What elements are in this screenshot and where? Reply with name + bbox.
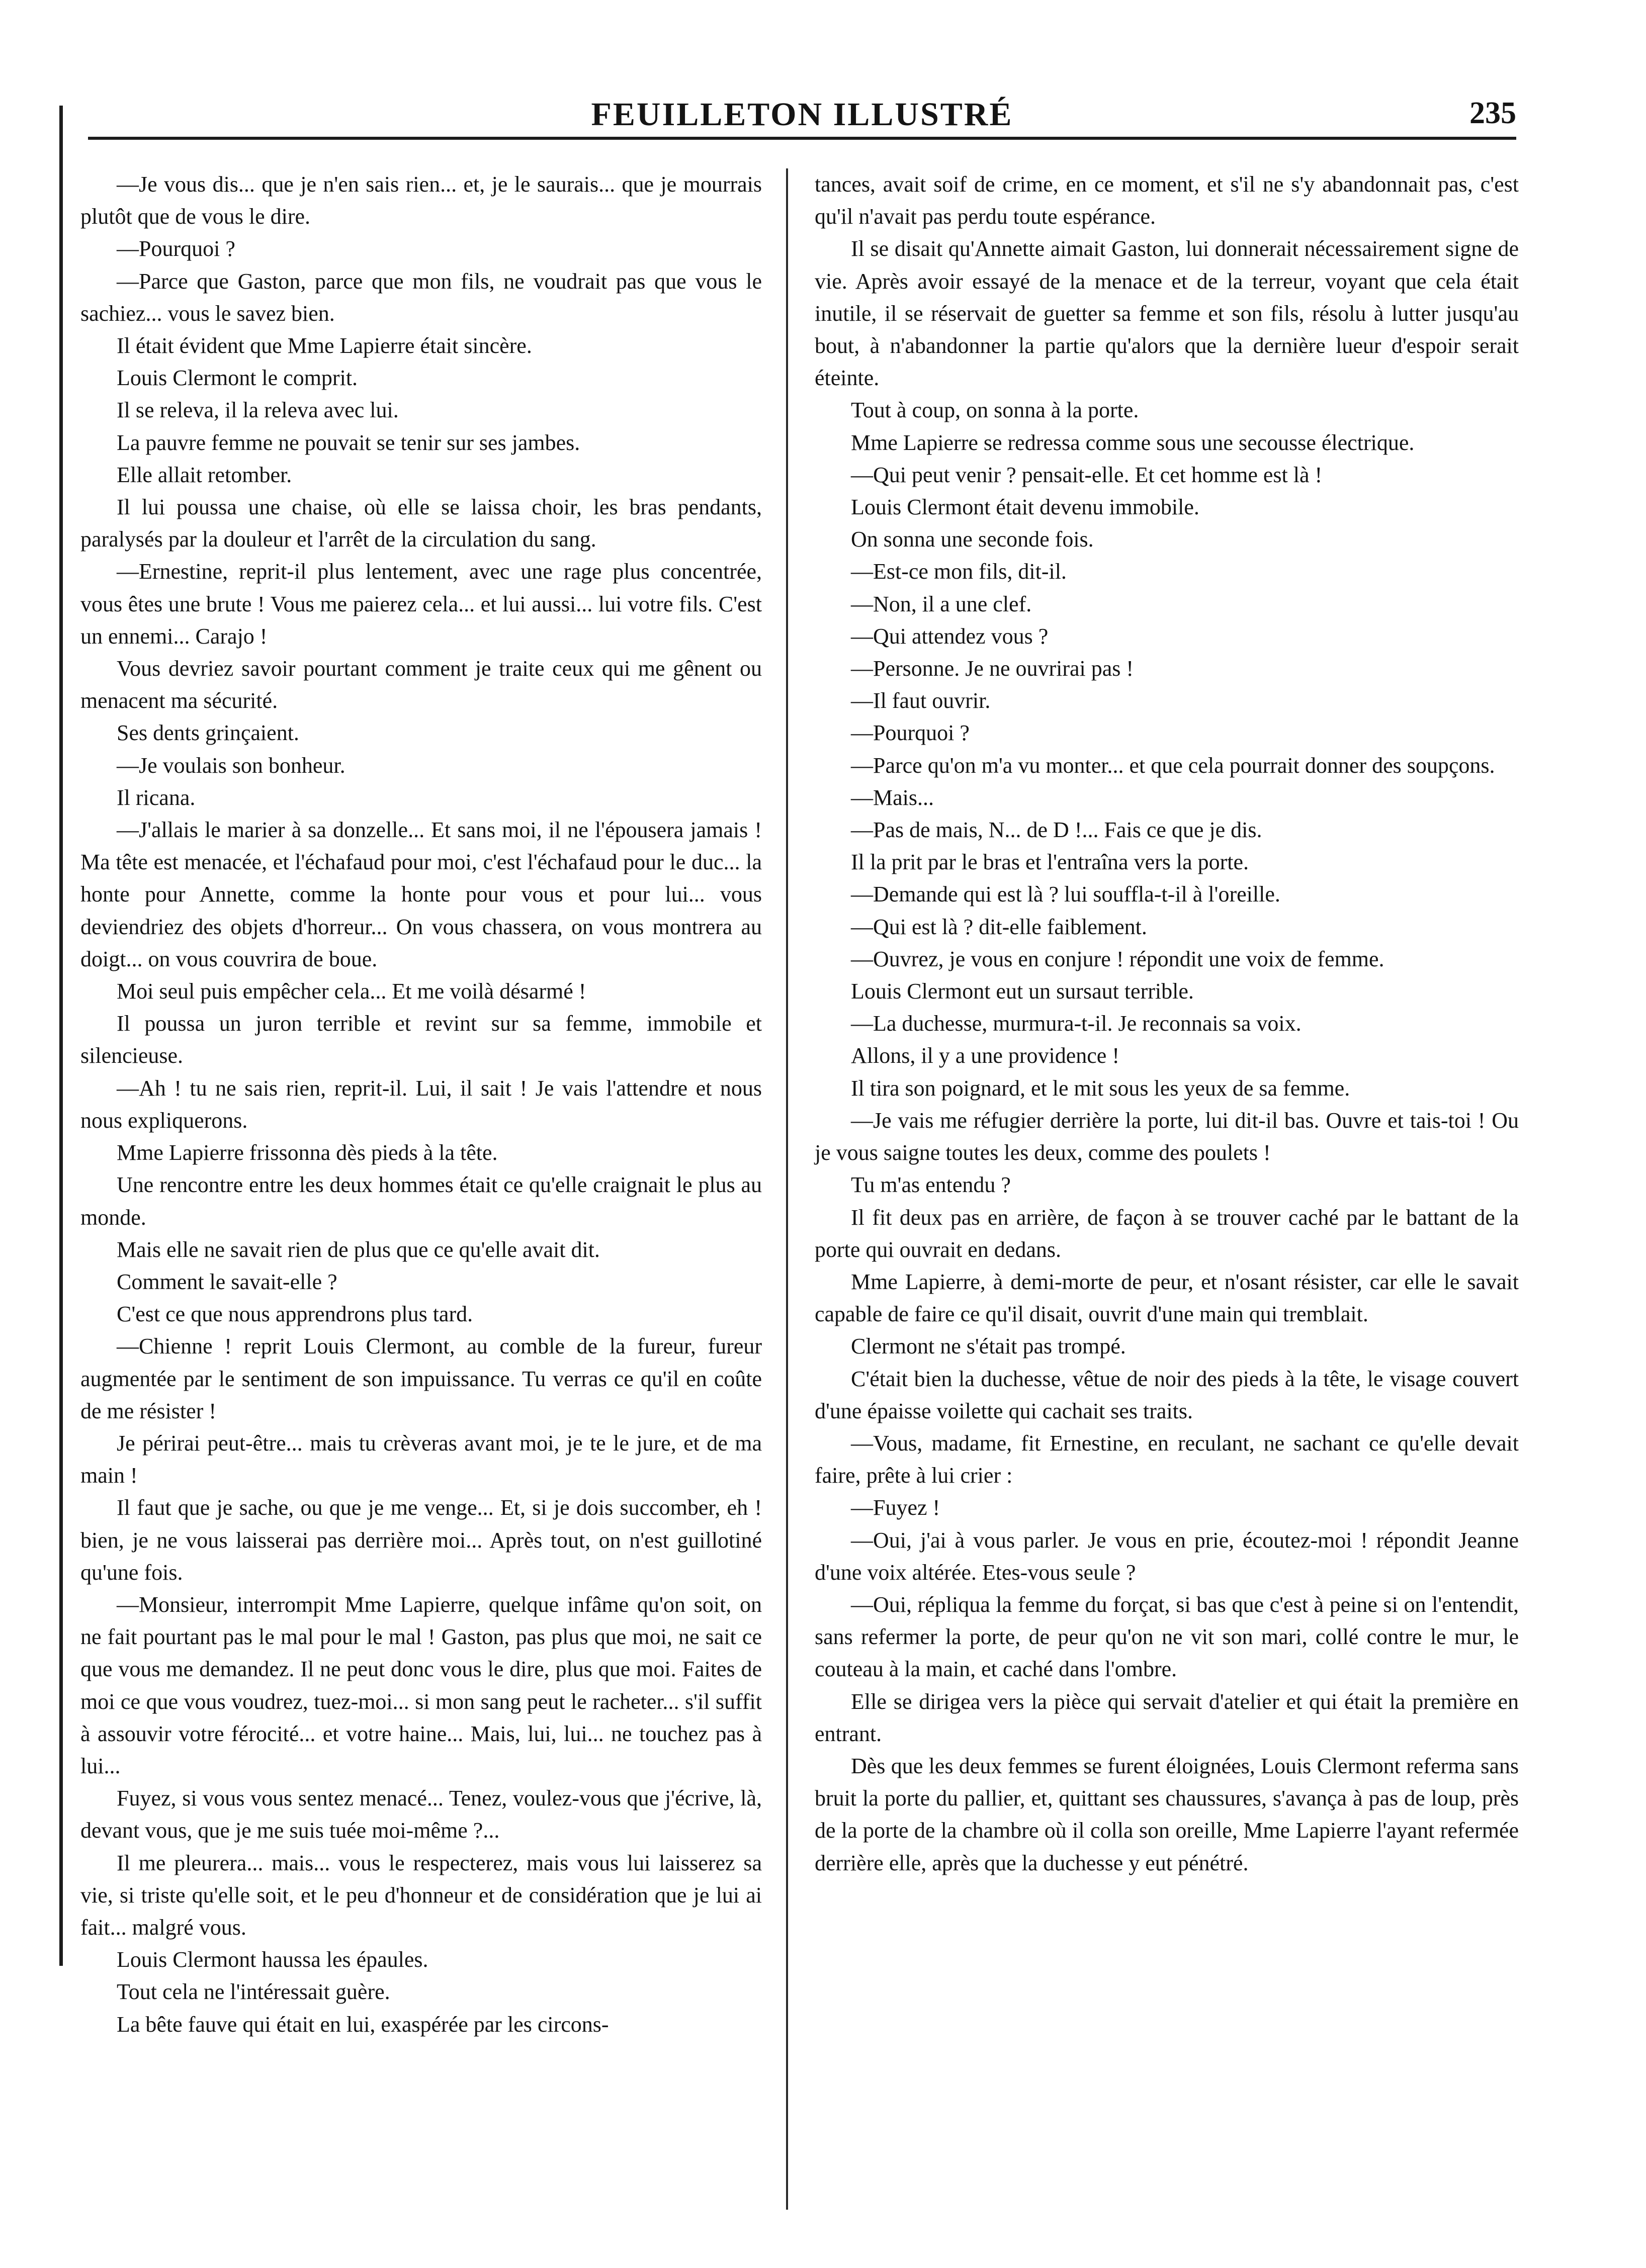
- paragraph: —Fuyez !: [851, 1495, 940, 1520]
- paragraph: Je périrai peut-être... mais tu crèveras avant moi, je te le jure, et de ma main !: [80, 1430, 762, 1488]
- paragraph: —Pas de mais, N... de D !... Fais ce que je dis.: [851, 818, 1262, 843]
- paragraph: Ses dents grinçaient.: [117, 720, 299, 746]
- paragraph: —Ouvrez, je vous en conjure ! répondit une voix de femme.: [851, 946, 1384, 971]
- paragraph: Louis Clermont eut un sursaut terrible.: [851, 979, 1194, 1004]
- paragraph: Il tira son poignard, et le mit sous les yeux de sa femme.: [851, 1075, 1350, 1101]
- paragraph: Vous devriez savoir pourtant comment je traite ceux qui me gênent ou menacent ma sécurité.: [80, 656, 762, 713]
- paragraph: Comment le savait-elle ?: [117, 1269, 337, 1294]
- paragraph: —La duchesse, murmura-t-il. Je reconnais sa voix.: [851, 1011, 1302, 1036]
- paragraph: —Ernestine, reprit-il plus lentement, avec une rage plus concentrée, vous êtes une brute ! Vous me paierez cela... et lui aussi... lui votre fils. C'est un ennemi... Carajo !: [80, 559, 762, 649]
- paragraph: —Oui, répliqua la femme du forçat, si bas que c'est à peine si on l'entendit, sans refermer la porte, de peur qu'on ne vit son mari, collé contre le mur, le couteau à la main, et caché dans l'ombre.: [815, 1592, 1519, 1682]
- paragraph: Il était évident que Mme Lapierre était sincère.: [117, 333, 532, 358]
- paragraph: —Parce que Gaston, parce que mon fils, ne voudrait pas que vous le sachiez... vous le savez bien.: [80, 268, 762, 326]
- paragraph: —Monsieur, interrompit Mme Lapierre, quelque infâme qu'on soit, on ne fait pourtant pas le mal pour le mal ! Gaston, pas plus que moi, ne sait ce que vous me demandez. Il ne peut donc vous le dire, plus que moi. Faites de moi ce que vous voudrez, tuez-moi... si mon sang peut le racheter... s'il suffit à assouvir votre férocité... et votre haine... Mais, lui, lui... ne touchez pas à lui...: [80, 1592, 762, 1778]
- paragraph: —Ah ! tu ne sais rien, reprit-il. Lui, il sait ! Je vais l'attendre et nous nous expliquerons.: [80, 1075, 762, 1133]
- paragraph: Une rencontre entre les deux hommes était ce qu'elle craignait le plus au monde.: [80, 1172, 762, 1230]
- paragraph: Moi seul puis empêcher cela... Et me voilà désarmé !: [117, 979, 586, 1004]
- paragraph: Fuyez, si vous vous sentez menacé... Tenez, voulez-vous que j'écrive, là, devant vous, que je me suis tuée moi-même ?...: [80, 1786, 762, 1843]
- page-header: [88, 84, 1516, 145]
- paragraph: Mme Lapierre se redressa comme sous une secousse électrique.: [851, 430, 1415, 455]
- paragraph: —Mais...: [851, 785, 934, 810]
- paragraph: —J'allais le marier à sa donzelle... Et sans moi, il ne l'épousera jamais ! Ma tête est menacée, et l'échafaud pour moi, c'est l'échafaud pour le duc... la honte pour Annette, comme la honte pour vous et pour lui... vous deviendriez des objets d'horreur... On vous chassera, on vous montrera au doigt... on vous couvrira de boue.: [80, 818, 762, 971]
- paragraph: C'est ce que nous apprendrons plus tard.: [117, 1302, 473, 1327]
- paragraph: Il faut que je sache, ou que je me venge... Et, si je dois succomber, eh ! bien, je ne vous laisserai pas derrière moi... Après tout, on n'est guillotiné qu'une fois.: [80, 1495, 762, 1585]
- paragraph: —Je vais me réfugier derrière la porte, lui dit-il bas. Ouvre et tais-toi ! Ou je vous saigne toutes les deux, comme des poulets !: [815, 1108, 1519, 1165]
- paragraph: —Personne. Je ne ouvrirai pas !: [851, 656, 1134, 681]
- column-divider: [786, 168, 788, 2210]
- paragraph: Il poussa un juron terrible et revint sur sa femme, immobile et silencieuse.: [80, 1011, 762, 1068]
- paragraph: —Non, il a une clef.: [851, 591, 1032, 616]
- header-rule: [88, 137, 1516, 140]
- paragraph: —Est-ce mon fils, dit-il.: [851, 559, 1067, 584]
- paragraph: Il fit deux pas en arrière, de façon à se trouver caché par le battant de la porte qui ouvrait en dedans.: [815, 1205, 1519, 1262]
- paragraph: Mais elle ne savait rien de plus que ce qu'elle avait dit.: [117, 1237, 600, 1262]
- paragraph: On sonna une seconde fois.: [851, 527, 1094, 552]
- paragraph: Louis Clermont était devenu immobile.: [851, 495, 1199, 520]
- paragraph: Dès que les deux femmes se furent éloignées, Louis Clermont referma sans bruit la porte du pallier, et, quittant ses chaussures, s'avança à pas de loup, près de la porte de la chambre où il colla son oreille, Mme Lapierre l'ayant refermée derrière elle, après que la duchesse y eut pénétré.: [815, 1753, 1519, 1875]
- paragraph: —Demande qui est là ? lui souffla-t-il à l'oreille.: [851, 882, 1280, 907]
- paragraph: —Chienne ! reprit Louis Clermont, au comble de la fureur, fureur augmentée par le sentiment de son impuissance. Tu verras ce qu'il en coûte de me résister !: [80, 1334, 762, 1423]
- header-title: FEUILLETON ILLUSTRÉ: [591, 96, 1013, 133]
- paragraph: —Pourquoi ?: [117, 236, 235, 261]
- paragraph: La bête fauve qui était en lui, exaspérée par les circons-: [117, 2012, 609, 2037]
- paragraph: —Je vous dis... que je n'en sais rien... et, je le saurais... que je mourrais plutôt que de vous le dire.: [80, 172, 762, 229]
- paragraph: —Pourquoi ?: [851, 720, 970, 746]
- paragraph: Tu m'as entendu ?: [851, 1172, 1011, 1198]
- paragraph: —Il faut ouvrir.: [851, 688, 991, 713]
- paragraph: Tout à coup, on sonna à la porte.: [851, 398, 1139, 423]
- paragraph: Il se releva, il la releva avec lui.: [117, 398, 399, 423]
- paragraph: Louis Clermont haussa les épaules.: [117, 1947, 428, 1972]
- paragraph: Elle se dirigea vers la pièce qui servait d'atelier et qui était la première en entrant.: [815, 1689, 1519, 1746]
- page-number: 235: [1469, 96, 1516, 130]
- right-column: [815, 168, 1519, 2220]
- paragraph: —Qui peut venir ? pensait-elle. Et cet homme est là !: [851, 462, 1323, 487]
- paragraph: —Parce qu'on m'a vu monter... et que cela pourrait donner des soupçons.: [851, 753, 1495, 778]
- paragraph: Louis Clermont le comprit.: [117, 366, 358, 391]
- paragraph: —Qui attendez vous ?: [851, 623, 1049, 649]
- paragraph: Mme Lapierre frissonna dès pieds à la tête.: [117, 1140, 498, 1165]
- paragraph: Allons, il y a une providence !: [851, 1043, 1119, 1068]
- paragraph: Il ricana.: [117, 785, 196, 810]
- paragraph: Il lui poussa une chaise, où elle se laissa choir, les bras pendants, paralysés par la douleur et l'arrêt de la circulation du sang.: [80, 495, 762, 552]
- paragraph: La pauvre femme ne pouvait se tenir sur ses jambes.: [117, 430, 580, 455]
- paragraph: —Vous, madame, fit Ernestine, en reculant, ne sachant ce qu'elle devait faire, prête à lui crier :: [815, 1430, 1519, 1488]
- paragraph: Mme Lapierre, à demi-morte de peur, et n'osant résister, car elle le savait capable de faire ce qu'il disait, ouvrit d'une main qui tremblait.: [815, 1269, 1519, 1327]
- paragraph: Il me pleurera... mais... vous le respecterez, mais vous lui laisserez sa vie, si triste qu'elle soit, et le peu d'honneur et de considération que je lui ai fait... malgré vous.: [80, 1850, 762, 1940]
- paragraph: —Je voulais son bonheur.: [117, 753, 345, 778]
- paragraph: Il se disait qu'Annette aimait Gaston, lui donnerait nécessairement signe de vie. Après avoir essayé de la menace et de la terreur, voyant que cela était inutile, il se réservait de guetter sa femme et son fils, résolu à lutter jusqu'au bout, à n'abandonner la partie qu'alors que la dernière lueur d'espoir serait éteinte.: [815, 236, 1519, 391]
- paragraph: —Oui, j'ai à vous parler. Je vous en prie, écoutez-moi ! répondit Jeanne d'une voix altérée. Etes-vous seule ?: [815, 1527, 1519, 1585]
- paragraph: tances, avait soif de crime, en ce moment, et s'il ne s'y abandonnait pas, c'est qu'il n'avait pas perdu toute espérance.: [815, 172, 1519, 229]
- paragraph: Tout cela ne l'intéressait guère.: [117, 1979, 390, 2005]
- paragraph: C'était bien la duchesse, vêtue de noir des pieds à la tête, le visage couvert d'une épaisse voilette qui cachait ses traits.: [815, 1366, 1519, 1423]
- paragraph: Il la prit par le bras et l'entraîna vers la porte.: [851, 850, 1249, 875]
- paragraph: —Qui est là ? dit-elle faiblement.: [851, 914, 1147, 939]
- left-column: [80, 168, 762, 2220]
- paragraph: Elle allait retomber.: [117, 462, 292, 487]
- left-margin-bar: [59, 106, 63, 1966]
- paragraph: Clermont ne s'était pas trompé.: [851, 1334, 1126, 1359]
